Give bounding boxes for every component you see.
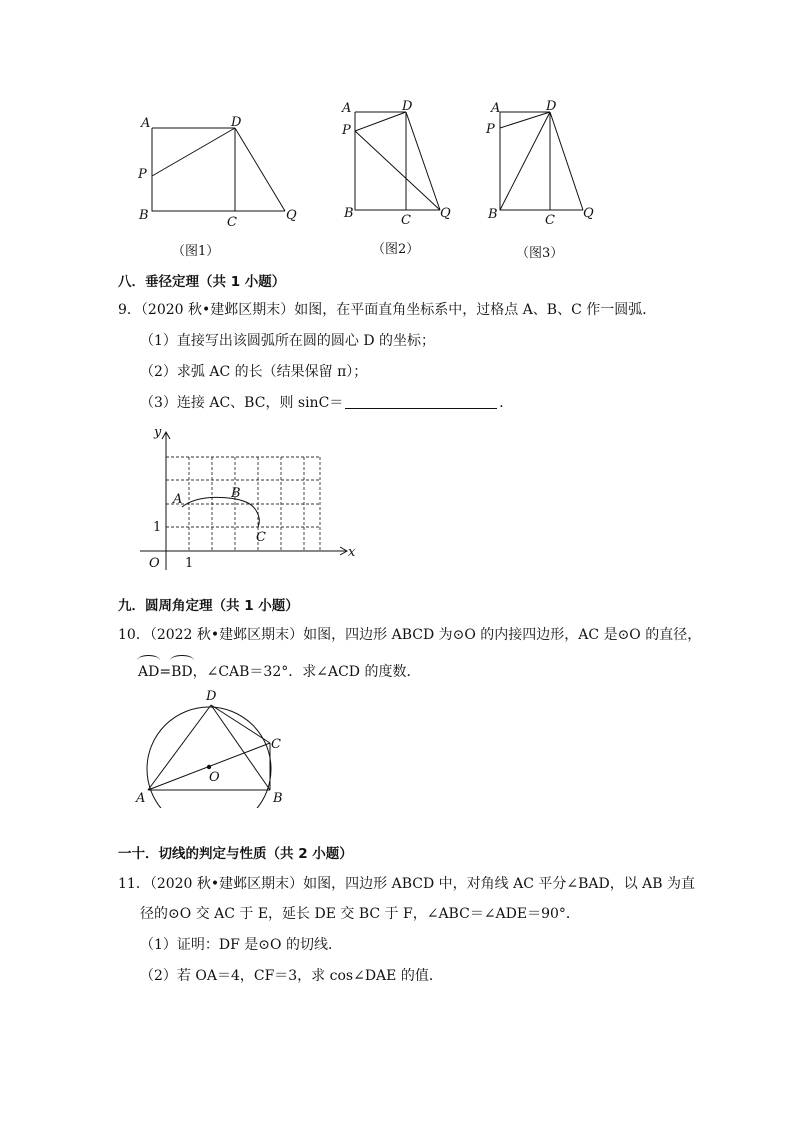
q11-part1: （1）证明：DF 是⊙O 的切线． (140, 937, 342, 953)
fig3-label-p: P (486, 122, 495, 137)
fig1-label-d: D (231, 115, 242, 130)
answer-blank[interactable] (345, 394, 497, 409)
q9-stem: 9．（2020 秋•建邺区期末）如图，在平面直角坐标系中，过格点 A、B、C 作一圆弧． (118, 302, 657, 318)
fig2-label-p: P (342, 123, 351, 138)
arc-ad: AD (138, 664, 160, 680)
fig3-label-a: A (491, 101, 501, 116)
figure-3 (482, 98, 602, 228)
fig3-caption: （图3） (516, 246, 564, 261)
q10-label-b: B (273, 791, 283, 806)
q11-line1: 11．（2020 秋•建邺区期末）如图，四边形 ABCD 中，对角线 AC 平分∠BAD，以 AB 为直 (118, 876, 696, 892)
fig2-caption: （图2） (372, 242, 420, 257)
fig1-label-p: P (138, 167, 147, 182)
fig2-label-c: C (401, 213, 411, 228)
q9-graph-point-c: C (256, 530, 266, 545)
q9-graph-x-label: x (348, 545, 356, 560)
arc-bd: BD (171, 664, 193, 680)
q10-label-c: C (271, 737, 281, 752)
q9-part2: （2）求弧 AC 的长（结果保留 π）； (140, 364, 368, 380)
fig2-label-b: B (344, 206, 354, 221)
fig2-label-q: Q (440, 206, 451, 221)
q9-part3-text: （3）连接 AC、BC，则 sinC＝ (140, 395, 344, 411)
section-10-title: 一十．切线的判定与性质（共 2 小题） (118, 846, 353, 862)
q10-stem: 10．（2022 秋•建邺区期末）如图，四边形 ABCD 为⊙O 的内接四边形，AC 是⊙O 的直径， (118, 627, 702, 643)
q9-part3-end: ． (499, 395, 514, 411)
q10-label-o: O (209, 770, 220, 785)
q9-graph-point-b: B (231, 486, 241, 501)
q9-graph-origin: O (149, 556, 160, 571)
figure-2 (338, 98, 458, 228)
q9-part3 (140, 393, 513, 413)
fig1-caption: （图1） (172, 244, 220, 259)
q9-part1: （1）直接写出该圆弧所在圆的圆心 D 的坐标； (140, 333, 436, 349)
q11-line2: 径的⊙O 交 AC 于 E，延长 DE 交 BC 于 F，∠ABC＝∠ADE＝90°． (140, 906, 580, 922)
section-8-title: 八．垂径定理（共 1 小题） (118, 274, 286, 290)
q10-label-d: D (206, 689, 217, 704)
fig1-label-q: Q (286, 208, 297, 223)
figure-1 (130, 108, 310, 233)
q10-condition-rest: ，∠CAB＝32°．求∠ACD 的度数． (192, 664, 421, 680)
q10-circle-figure (134, 686, 294, 808)
fig3-label-b: B (488, 207, 498, 222)
q9-coordinate-graph (136, 420, 366, 575)
fig3-label-d: D (546, 99, 557, 114)
q11-part2: （2）若 OA＝4，CF＝3，求 cos∠DAE 的值． (140, 968, 443, 984)
q10-label-a: A (136, 791, 146, 806)
fig1-label-a: A (141, 116, 151, 131)
q9-graph-y-tick-1: 1 (153, 520, 162, 535)
fig2-label-d: D (402, 99, 413, 114)
q10-equals: = (159, 664, 172, 680)
q9-graph-x-tick-1: 1 (185, 556, 194, 571)
fig3-label-c: C (545, 213, 555, 228)
q10-condition (138, 662, 420, 682)
q9-graph-y-label: y (154, 425, 162, 440)
fig2-label-a: A (342, 101, 352, 116)
fig1-label-b: B (139, 208, 149, 223)
q9-graph-point-a: A (173, 492, 183, 507)
fig1-label-c: C (227, 215, 237, 230)
section-9-title: 九．圆周角定理（共 1 小题） (118, 598, 299, 614)
fig3-label-q: Q (583, 206, 594, 221)
